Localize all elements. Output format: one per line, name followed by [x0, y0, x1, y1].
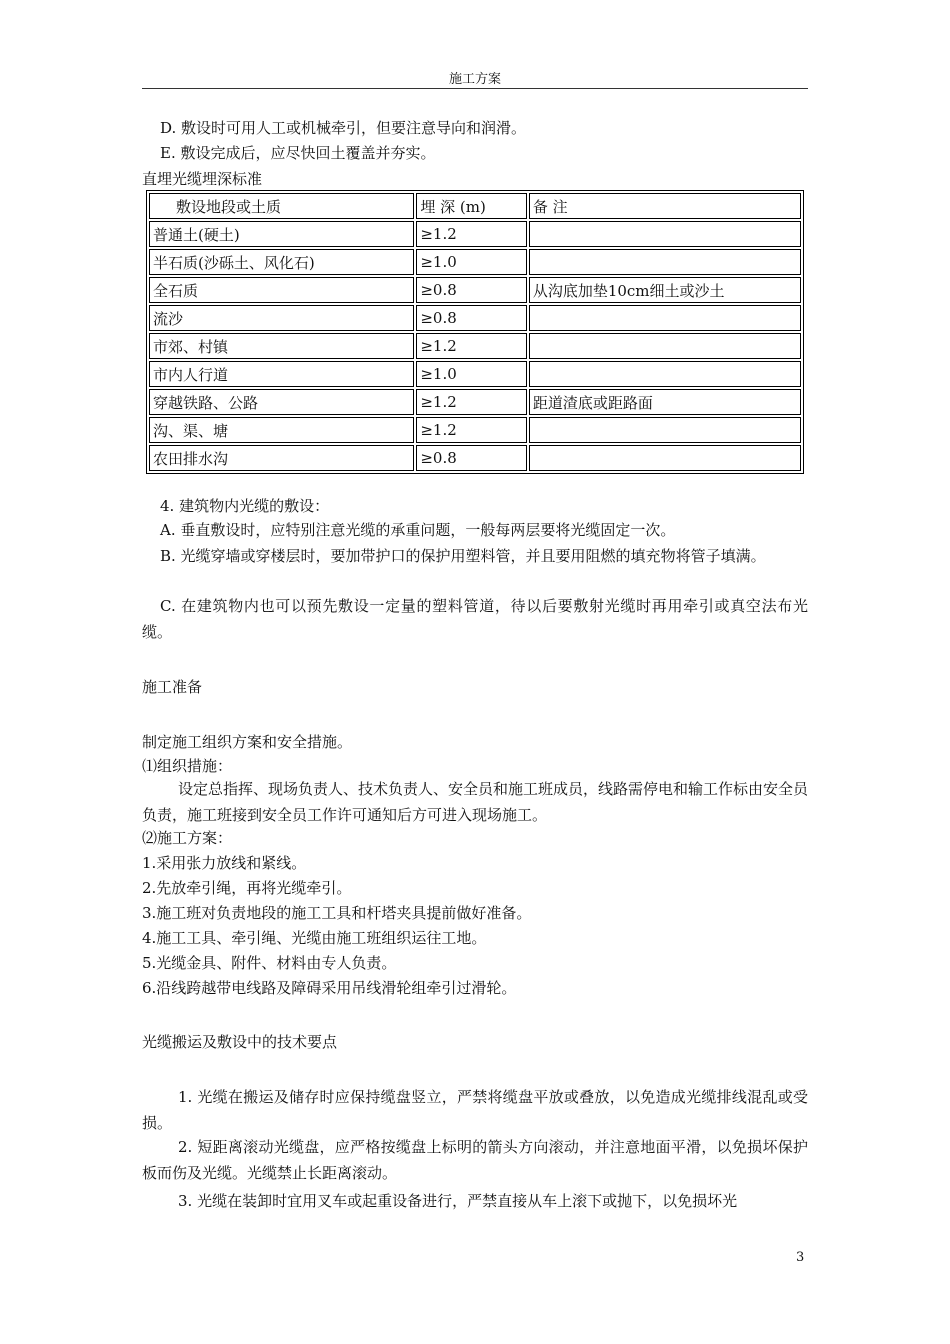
- plan-title: ⑵施工方案：: [142, 829, 233, 847]
- table-header-row: [149, 193, 801, 219]
- table-row: [149, 417, 801, 443]
- building-section-title: 4. 建筑物内光缆的敷设：: [160, 497, 330, 515]
- intro-item-e: E. 敷设完成后，应尽快回土覆盖并夯实。: [160, 144, 436, 162]
- plan-step: 1.采用张力放线和紧线。: [142, 854, 307, 872]
- burial-depth-table: [146, 190, 804, 474]
- table-cell: [529, 361, 801, 387]
- table-header-cell: 备 注: [529, 193, 801, 219]
- table-cell: [529, 333, 801, 359]
- tech-heading: 光缆搬运及敷设中的技术要点: [142, 1033, 338, 1051]
- table-cell: 半石质(沙砾土、风化石): [149, 249, 414, 275]
- plan-step: 6.沿线跨越带电线路及障碍采用吊线滑轮组牵引过滑轮。: [142, 979, 517, 997]
- page-number: 3: [796, 1250, 805, 1265]
- table-cell: ≥0.8: [416, 445, 526, 471]
- building-item-a: A. 垂直敷设时，应特别注意光缆的承重问题，一般每两层要将光缆固定一次。: [160, 521, 676, 539]
- tech-point-2: 2. 短距离滚动光缆盘，应严格按缆盘上标明的箭头方向滚动，并注意地面平滑，以免损坏保护板而伤及光缆。光缆禁止长距离滚动。: [142, 1138, 808, 1182]
- table-caption: 直埋光缆埋深标准: [142, 170, 263, 188]
- plan-step: 3.施工班对负责地段的施工工具和杆塔夹具提前做好准备。: [142, 904, 532, 922]
- table-row: [149, 277, 801, 303]
- table-cell: [529, 417, 801, 443]
- building-item-c: C. 在建筑物内也可以预先敷设一定量的塑料管道，待以后要敷射光缆时再用牵引或真空法布光缆。: [142, 597, 808, 641]
- table-cell: [529, 305, 801, 331]
- header-rule: [142, 88, 808, 89]
- org-measures-title: ⑴组织措施：: [142, 757, 233, 775]
- table-cell: ≥1.2: [416, 221, 526, 247]
- plan-step: 5.光缆金具、附件、材料由专人负责。: [142, 954, 397, 972]
- table-cell: 农田排水沟: [149, 445, 414, 471]
- table-row: [149, 445, 801, 471]
- table-cell: ≥1.2: [416, 333, 526, 359]
- table-cell: ≥1.0: [416, 249, 526, 275]
- plan-step: 2.先放牵引绳，再将光缆牵引。: [142, 879, 352, 897]
- table-cell: ≥1.2: [416, 417, 526, 443]
- table-cell: 普通土(硬土): [149, 221, 414, 247]
- tech-point-3: 3. 光缆在装卸时宜用叉车或起重设备进行，严禁直接从车上滚下或抛下，以免损坏光: [178, 1192, 738, 1210]
- prep-heading: 施工准备: [142, 678, 203, 696]
- table-header-cell: 埋 深 (m): [416, 193, 526, 219]
- table-header-cell: 敷设地段或土质: [149, 193, 414, 219]
- table-row: [149, 221, 801, 247]
- intro-item-d: D. 敷设时可用人工或机械牵引，但要注意导向和润滑。: [160, 119, 527, 137]
- table-cell: [529, 445, 801, 471]
- table-cell: 沟、渠、塘: [149, 417, 414, 443]
- table-cell: ≥0.8: [416, 277, 526, 303]
- table-row: [149, 249, 801, 275]
- tech-point-1: 1. 光缆在搬运及储存时应保持缆盘竖立，严禁将缆盘平放或叠放，以免造成光缆排线混乱或受损。: [142, 1088, 808, 1132]
- table-cell: 市内人行道: [149, 361, 414, 387]
- page-header-title: 施工方案: [448, 72, 501, 87]
- table-cell: 流沙: [149, 305, 414, 331]
- table-cell: 全石质: [149, 277, 414, 303]
- table-cell: 距道渣底或距路面: [529, 389, 801, 415]
- table-cell: [529, 221, 801, 247]
- table-cell: 穿越铁路、公路: [149, 389, 414, 415]
- building-item-b: B. 光缆穿墙或穿楼层时，要加带护口的保护用塑料管，并且要用阻燃的填充物将管子填满。: [160, 547, 766, 565]
- table-row: [149, 305, 801, 331]
- table-cell: 从沟底加垫10cm细土或沙土: [529, 277, 801, 303]
- table-cell: ≥0.8: [416, 305, 526, 331]
- table-cell: ≥1.2: [416, 389, 526, 415]
- org-measures-text: 设定总指挥、现场负责人、技术负责人、安全员和施工班成员，线路需停电和输工作标由安全员负责，施工班接到安全员工作许可通知后方可进入现场施工。: [142, 780, 809, 824]
- plan-step: 4.施工工具、牵引绳、光缆由施工班组织运往工地。: [142, 929, 487, 947]
- table-cell: 市郊、村镇: [149, 333, 414, 359]
- table-row: [149, 361, 801, 387]
- table-row: [149, 389, 801, 415]
- prep-intro: 制定施工组织方案和安全措施。: [142, 733, 353, 751]
- table-cell: [529, 249, 801, 275]
- table-cell: ≥1.0: [416, 361, 526, 387]
- table-row: [149, 333, 801, 359]
